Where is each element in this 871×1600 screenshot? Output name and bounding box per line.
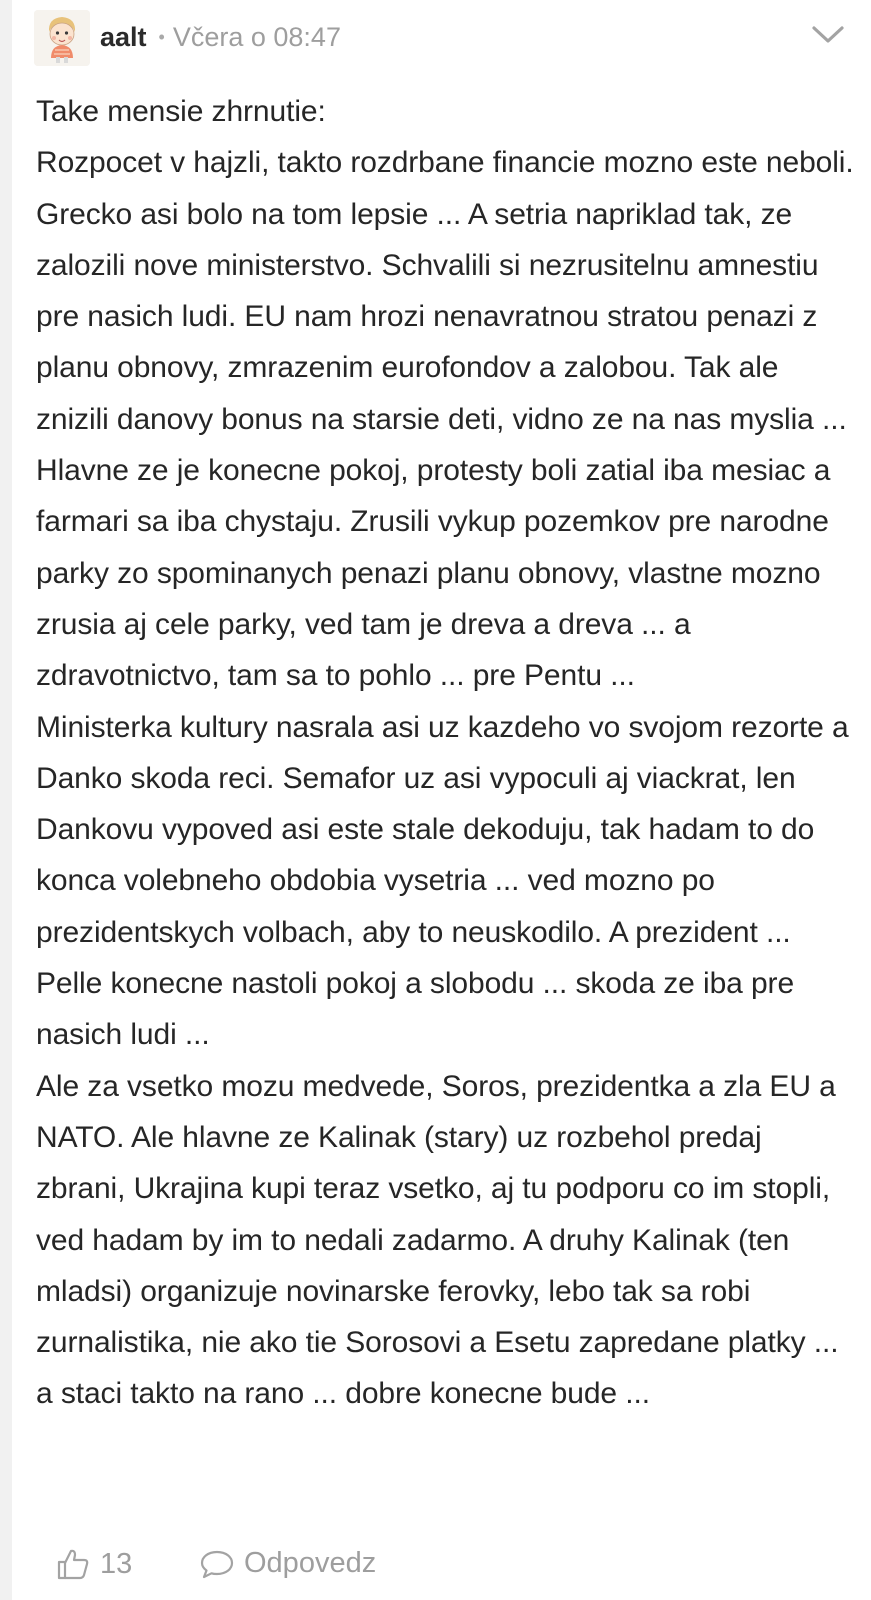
- reply-button[interactable]: [200, 1547, 376, 1580]
- comment-card: [12, 0, 871, 1600]
- cartoon-child-avatar-icon: [34, 10, 90, 66]
- speech-bubble-icon: [200, 1548, 234, 1580]
- comment-meta: [100, 21, 341, 56]
- avatar[interactable]: [34, 10, 90, 66]
- chevron-down-icon[interactable]: [811, 24, 845, 46]
- thumbs-up-icon: [56, 1547, 90, 1581]
- comment-header: [34, 10, 871, 70]
- meta-separator: •: [158, 27, 165, 47]
- timestamp: Včera o 08:47: [172, 22, 341, 52]
- comment-text: Take mensie zhrnutie: Rozpocet v hajzli, takto rozdrbane financie mozno este neboli. Grecko asi bolo na tom lepsie ... A setria napriklad tak, ze zalozili nove ministerstvo. Schvalili si nezrusitelnu amnestiu pre nasich ludi. EU nam hrozi nenavratnou stratou penazi z planu obnovy, zmrazenim eurofondov a zalobou. Tak ale znizili danovy bonus na starsie deti, vidno ze na nas myslia ... Hlavne ze je konecne pokoj, protesty boli zatial iba mesiac a farmari sa iba chystaju. Zrusili vykup pozemkov pre narodne parky zo spominanych penazi planu obnovy, vlastne mozno zrusia aj cele parky, ved tam je dreva a dreva ... a zdravotnictvo, tam sa to pohlo ... pre Pentu ... Ministerka kultury nasrala asi uz kazdeho vo svojom rezorte a Danko skoda reci. Semafor uz asi vypoculi aj viackrat, len Dankovu vypoved asi este stale dekoduju, tak hadam to do konca volebneho obdobia vysetria ... ved mozno po prezidentskych volbach, aby to neuskodilo. A prezident ... Pelle konecne nastoli pokoj a slobodu ... skoda ze iba pre nasich ludi ... Ale za vsetko mozu medvede, Soros, prezidentka a zla EU a NATO. Ale hlavne ze Kalinak (stary) uz rozbehol predaj zbrani, Ukrajina kupi teraz vsetko, aj tu podporu co im stopli, ved hadam by im to nedali zadarmo. A druhy Kalinak (ten mladsi) organizuje novinarske ferovky, lebo tak sa robi zurnalistika, nie ako tie Sorosovi a Esetu zapredane platky ... a staci takto na rano ... dobre konecne bude ...: [36, 95, 854, 1411]
- author-name[interactable]: aalt: [100, 22, 147, 52]
- like-button[interactable]: [56, 1547, 132, 1581]
- reply-label: Odpovedz: [244, 1547, 377, 1579]
- like-count: 13: [100, 1547, 133, 1580]
